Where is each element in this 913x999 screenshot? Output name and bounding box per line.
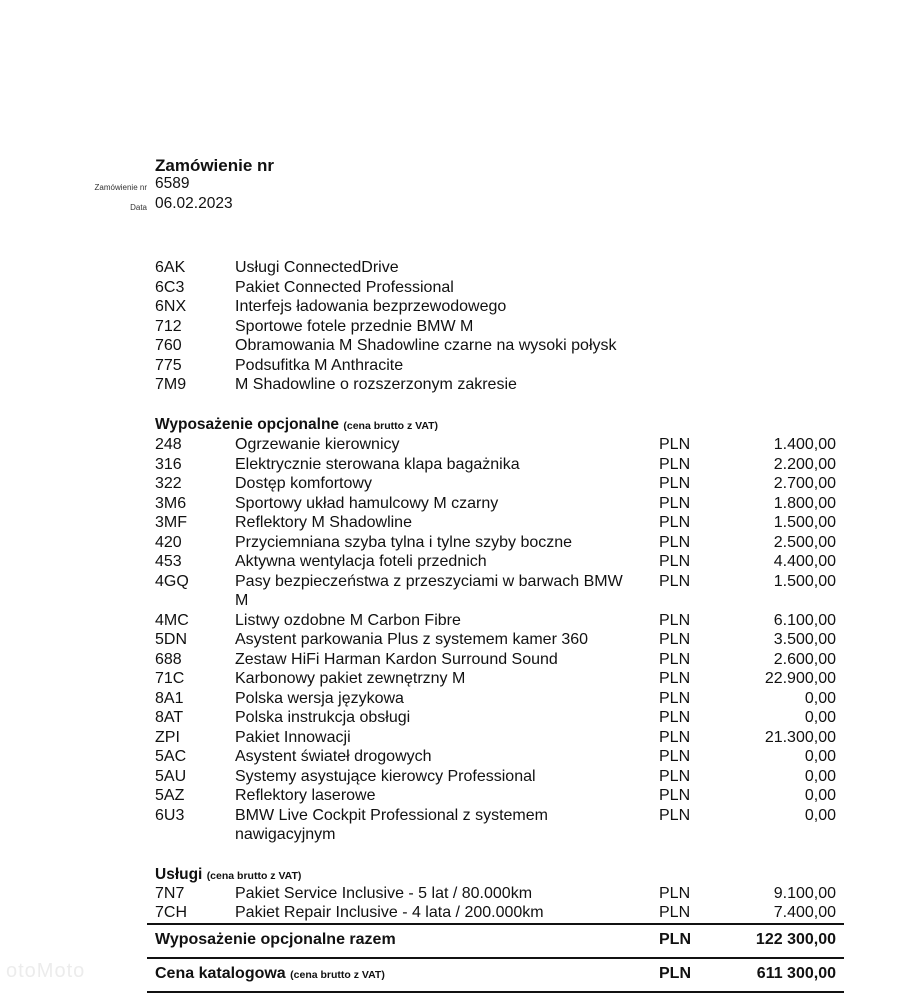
item-currency: PLN xyxy=(659,650,691,668)
item-currency: PLN xyxy=(659,709,691,726)
item-description: Polska wersja językowa xyxy=(235,689,404,707)
item-description: Zestaw HiFi Harman Kardon Surround Sound xyxy=(235,650,558,668)
item-amount: 1.400,00 xyxy=(773,436,836,453)
item-amount: 1.500,00 xyxy=(773,514,836,531)
item-currency: PLN xyxy=(659,806,691,824)
catalog-amount: 611 300,00 xyxy=(756,965,836,982)
item-code: 316 xyxy=(155,455,182,473)
table-row xyxy=(0,806,913,826)
watermark: otoMoto xyxy=(6,960,86,982)
item-code: 4MC xyxy=(155,611,189,629)
item-currency: PLN xyxy=(659,494,691,512)
section-title: Usługi xyxy=(155,866,203,883)
document-title: Zamówienie nr xyxy=(155,156,275,175)
item-code: 688 xyxy=(155,650,182,668)
item-amount: 4.400,00 xyxy=(773,553,836,570)
item-description: Asystent parkowania Plus z systemem kamer 360 xyxy=(235,631,589,648)
item-description: Obramowania M Shadowline czarne na wysoki połysk xyxy=(235,337,617,354)
price-note: (cena brutto z VAT) xyxy=(206,870,302,882)
item-description: Reflektory M Shadowline xyxy=(235,514,412,531)
table-row xyxy=(0,903,913,923)
date-label: Data xyxy=(130,203,147,212)
item-description: BMW Live Cockpit Professional z systemem xyxy=(235,806,548,824)
total-currency: PLN xyxy=(659,931,691,948)
item-currency: PLN xyxy=(659,885,691,902)
list-item xyxy=(0,297,913,317)
catalog-price-row xyxy=(0,964,913,984)
item-description: Asystent świateł drogowych xyxy=(235,748,432,765)
item-currency: PLN xyxy=(659,572,691,590)
divider xyxy=(147,991,844,993)
item-code: 7N7 xyxy=(155,885,185,902)
item-amount: 0,00 xyxy=(804,689,836,707)
item-amount: 0,00 xyxy=(804,806,836,824)
item-amount: 2.600,00 xyxy=(773,650,836,668)
item-amount: 22.900,00 xyxy=(764,670,836,687)
item-code: 8AT xyxy=(155,709,184,726)
list-item xyxy=(0,278,913,298)
item-currency: PLN xyxy=(659,553,691,570)
item-description: Przyciemniana szyba tylna i tylne szyby boczne xyxy=(235,533,573,551)
item-code: 712 xyxy=(155,317,182,335)
item-description: Sportowy układ hamulcowy M czarny xyxy=(235,494,499,512)
item-amount: 2.200,00 xyxy=(773,455,836,473)
item-description: Interfejs ładowania bezprzewodowego xyxy=(235,298,507,315)
item-amount: 7.400,00 xyxy=(773,904,836,921)
item-code: 453 xyxy=(155,553,182,570)
order-number-value: 6589 xyxy=(155,175,190,192)
list-item xyxy=(0,317,913,337)
divider xyxy=(147,957,844,959)
table-row xyxy=(0,728,913,748)
optional-total-row xyxy=(0,930,913,950)
item-amount: 1.800,00 xyxy=(773,494,836,512)
item-amount: 2.500,00 xyxy=(773,533,836,551)
item-code: 6C3 xyxy=(155,278,185,296)
table-row xyxy=(0,494,913,514)
item-amount: 0,00 xyxy=(804,748,836,765)
catalog-currency: PLN xyxy=(659,965,691,982)
table-row xyxy=(0,533,913,553)
table-row xyxy=(0,786,913,806)
item-code: 8A1 xyxy=(155,689,184,707)
table-row-continuation xyxy=(0,825,913,845)
item-amount: 1.500,00 xyxy=(773,572,836,590)
item-description: M Shadowline o rozszerzonym zakresie xyxy=(235,376,517,393)
section-title: Wyposażenie opcjonalne xyxy=(155,416,340,433)
item-code: 775 xyxy=(155,356,182,374)
item-code: 6AK xyxy=(155,259,186,276)
item-description: Listwy ozdobne M Carbon Fibre xyxy=(235,611,461,629)
list-item xyxy=(0,258,913,278)
item-code: 71C xyxy=(155,670,185,687)
item-currency: PLN xyxy=(659,728,691,746)
item-code: 5AC xyxy=(155,748,187,765)
item-code: 760 xyxy=(155,337,182,354)
item-currency: PLN xyxy=(659,533,691,551)
item-description: Pasy bezpieczeństwa z przeszyciami w barwach BMW xyxy=(235,572,623,590)
catalog-label-text: Cena katalogowa xyxy=(155,965,286,982)
item-amount: 21.300,00 xyxy=(764,728,836,746)
item-description: Dostęp komfortowy xyxy=(235,475,372,492)
item-amount: 2.700,00 xyxy=(773,475,836,492)
item-description: Podsufitka M Anthracite xyxy=(235,356,404,374)
item-currency: PLN xyxy=(659,455,691,473)
price-note: (cena brutto z VAT) xyxy=(290,969,385,981)
table-row-continuation xyxy=(0,591,913,611)
table-row xyxy=(0,650,913,670)
table-row xyxy=(0,767,913,787)
item-code: 4GQ xyxy=(155,572,189,590)
item-description: Pakiet Repair Inclusive - 4 lata / 200.000km xyxy=(235,904,544,921)
table-row xyxy=(0,435,913,455)
total-amount: 122 300,00 xyxy=(755,931,836,948)
item-currency: PLN xyxy=(659,631,691,648)
date-value: 06.02.2023 xyxy=(155,195,233,212)
item-currency: PLN xyxy=(659,748,691,765)
item-currency: PLN xyxy=(659,670,691,687)
list-item xyxy=(0,336,913,356)
item-code: ZPI xyxy=(155,728,180,746)
item-description-continued: nawigacyjnym xyxy=(235,826,336,843)
item-description: Reflektory laserowe xyxy=(235,787,376,804)
item-description: Usługi ConnectedDrive xyxy=(235,259,399,276)
item-code: 6U3 xyxy=(155,806,185,824)
item-description: Systemy asystujące kierowcy Professional xyxy=(235,767,536,785)
item-amount: 0,00 xyxy=(804,709,836,726)
item-amount: 6.100,00 xyxy=(773,611,836,629)
item-description: Sportowe fotele przednie BMW M xyxy=(235,317,474,335)
item-description: Karbonowy pakiet zewnętrzny M xyxy=(235,670,466,687)
table-row xyxy=(0,747,913,767)
item-description-continued: M xyxy=(235,592,249,609)
optional-equipment-heading xyxy=(155,416,438,434)
item-amount: 3.500,00 xyxy=(773,631,836,648)
table-row xyxy=(0,455,913,475)
price-note: (cena brutto z VAT) xyxy=(343,420,439,432)
item-code: 5DN xyxy=(155,631,188,648)
order-number-label: Zamówienie nr xyxy=(94,183,147,192)
item-code: 322 xyxy=(155,475,182,492)
item-currency: PLN xyxy=(659,904,691,921)
item-amount: 0,00 xyxy=(804,767,836,785)
table-row xyxy=(0,689,913,709)
table-row xyxy=(0,513,913,533)
item-code: 7CH xyxy=(155,904,188,921)
list-item xyxy=(0,356,913,376)
divider xyxy=(147,923,844,925)
item-code: 3MF xyxy=(155,514,187,531)
catalog-label xyxy=(155,964,385,985)
item-amount: 0,00 xyxy=(804,787,836,804)
item-code: 420 xyxy=(155,533,182,551)
total-label: Wyposażenie opcjonalne razem xyxy=(155,931,396,948)
item-currency: PLN xyxy=(659,475,691,492)
item-amount: 9.100,00 xyxy=(773,885,836,902)
item-code: 5AU xyxy=(155,767,187,785)
item-code: 7M9 xyxy=(155,376,187,393)
table-row xyxy=(0,708,913,728)
table-row xyxy=(0,884,913,904)
table-row xyxy=(0,669,913,689)
table-row xyxy=(0,552,913,572)
item-description: Pakiet Innowacji xyxy=(235,728,351,746)
item-description: Pakiet Service Inclusive - 5 lat / 80.000km xyxy=(235,885,533,902)
item-currency: PLN xyxy=(659,611,691,629)
item-currency: PLN xyxy=(659,514,691,531)
item-description: Elektrycznie sterowana klapa bagażnika xyxy=(235,455,520,473)
item-description: Ogrzewanie kierownicy xyxy=(235,436,400,453)
item-code: 6NX xyxy=(155,298,187,315)
item-currency: PLN xyxy=(659,767,691,785)
table-row xyxy=(0,630,913,650)
item-code: 5AZ xyxy=(155,787,185,804)
table-row xyxy=(0,474,913,494)
item-description: Pakiet Connected Professional xyxy=(235,278,454,296)
item-currency: PLN xyxy=(659,787,691,804)
item-description: Polska instrukcja obsługi xyxy=(235,709,411,726)
item-code: 248 xyxy=(155,436,182,453)
list-item xyxy=(0,375,913,395)
item-code: 3M6 xyxy=(155,494,187,512)
services-heading xyxy=(155,866,301,884)
item-currency: PLN xyxy=(659,689,691,707)
item-description: Aktywna wentylacja foteli przednich xyxy=(235,553,487,570)
table-row xyxy=(0,572,913,592)
table-row xyxy=(0,611,913,631)
item-currency: PLN xyxy=(659,436,691,453)
